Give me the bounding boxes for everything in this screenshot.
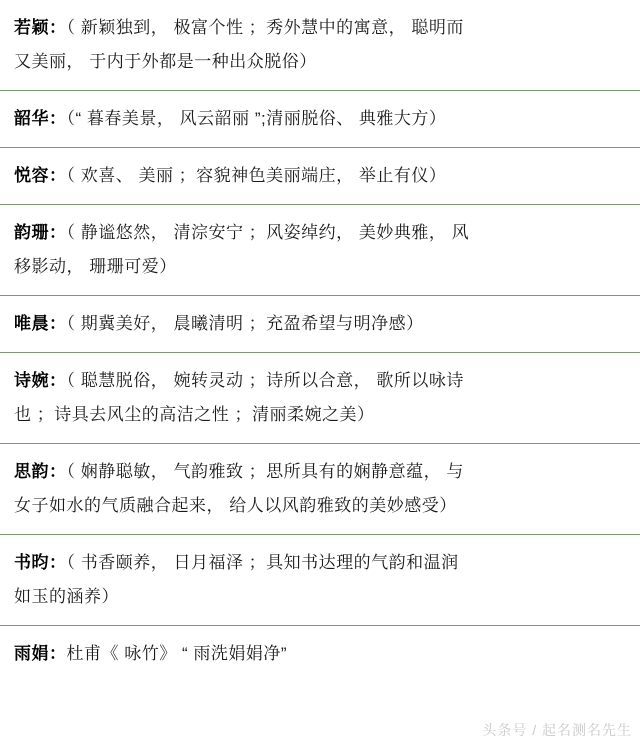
entry-name: 唯晨： <box>14 314 67 333</box>
list-item <box>0 91 640 148</box>
list-item <box>0 444 640 535</box>
entry-name: 雨娟： <box>14 644 67 663</box>
entry-name: 若颖： <box>14 18 67 37</box>
entry-name: 诗婉： <box>14 371 67 390</box>
list-item <box>0 148 640 205</box>
entry-text: （ 书香颐养， 日月福泽 ；具知书达理的气韵和温润 <box>66 553 459 572</box>
entry-line: 如玉的涵养） <box>14 587 119 606</box>
entry-text: （ 聪慧脱俗， 婉转灵动 ；诗所以合意， 歌所以咏诗 <box>66 371 464 390</box>
list-item <box>0 205 640 296</box>
list-item <box>0 626 640 682</box>
entry-text: （“ 暮春美景， 风云韶丽 ”;清丽脱俗、 典雅大方） <box>66 109 447 128</box>
entry-line <box>14 455 626 489</box>
list-item <box>0 535 640 626</box>
entry-line <box>14 159 626 193</box>
watermark: 头条号 / 起名测名先生 <box>482 722 632 738</box>
list-item <box>0 0 640 91</box>
entry-text: （ 欢喜、 美丽 ；容貌神色美丽端庄， 举止有仪） <box>66 166 447 185</box>
entry-line: 女子如水的气质融合起来， 给人以风韵雅致的美妙感受） <box>14 496 457 515</box>
entry-name: 韵珊： <box>14 223 67 242</box>
entry-name: 思韵： <box>14 462 67 481</box>
entry-line <box>14 364 626 398</box>
entry-line <box>14 216 626 250</box>
entry-line <box>14 11 626 45</box>
entry-text: （ 期冀美好， 晨曦清明 ；充盈希望与明净感） <box>66 314 424 333</box>
entry-text: （ 新颖独到， 极富个性 ；秀外慧中的寓意， 聪明而 <box>66 18 464 37</box>
list-item <box>0 353 640 444</box>
entry-name: 悦容： <box>14 166 67 185</box>
entry-line <box>14 102 626 136</box>
entry-name: 韶华： <box>14 109 67 128</box>
entry-line: 也 ；诗具去风尘的高洁之性 ；清丽柔婉之美） <box>14 405 375 424</box>
entry-line: 又美丽， 于内于外都是一种出众脱俗） <box>14 52 317 71</box>
entry-line <box>14 546 626 580</box>
entry-line: 移影动， 珊珊可爱） <box>14 257 177 276</box>
list-item <box>0 296 640 353</box>
entry-name: 书昀： <box>14 553 67 572</box>
entry-line <box>14 637 626 671</box>
entry-text: 杜甫《 咏竹》 “ 雨洗娟娟净” <box>66 644 287 663</box>
entry-text: （ 娴静聪敏， 气韵雅致 ；思所具有的娴静意蕴， 与 <box>66 462 464 481</box>
entry-line <box>14 307 626 341</box>
entry-text: （ 静谧悠然， 清淙安宁 ；风姿绰约， 美妙典雅， 风 <box>66 223 470 242</box>
